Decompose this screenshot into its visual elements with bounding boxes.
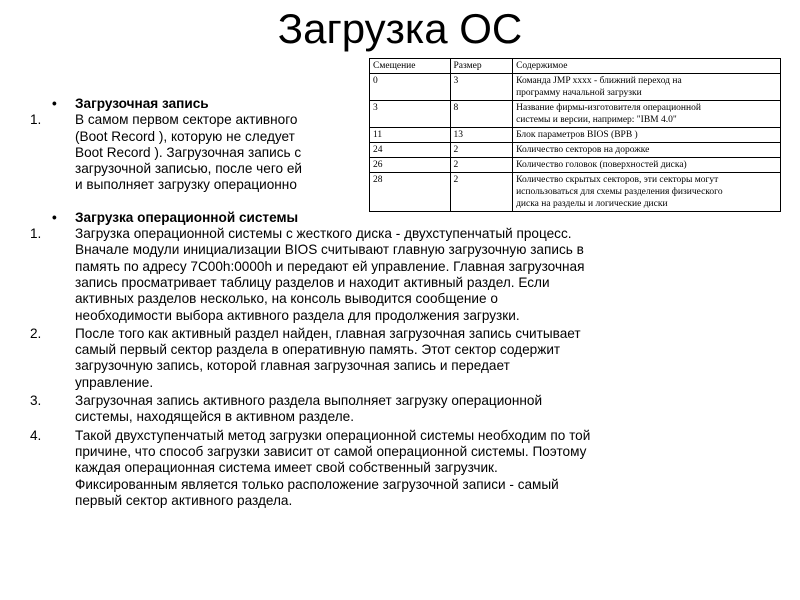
slide-title: Загрузка ОС <box>277 5 523 52</box>
line: Вначале модули инициализации BIOS считывают главную загрузочную запись в <box>75 242 584 258</box>
line: первый сектор активного раздела. <box>75 492 293 508</box>
table-row <box>370 158 781 173</box>
table-cell-size: 2 <box>450 143 513 158</box>
section-heading-text: Загрузка операционной системы <box>75 209 299 225</box>
bullet-icon: • <box>52 209 57 225</box>
line: запись просматривает таблицу разделов и находит активный раздел. Если <box>75 274 550 290</box>
cell-line: Количество скрытых секторов, эти секторы могут <box>516 175 719 185</box>
line: После того как активный раздел найден, главная загрузочная запись считывает <box>75 325 581 341</box>
table-cell-offset: 11 <box>370 128 451 143</box>
line: системы, находящейся в активном разделе. <box>75 409 354 425</box>
line: и выполняет загрузку операционно <box>75 177 297 193</box>
table-cell-offset: 28 <box>370 173 451 212</box>
line: (Boot Record ), которую не следует <box>75 128 295 144</box>
cell-line: программу начальной загрузки <box>516 88 642 98</box>
table-cell-size: 3 <box>450 74 513 101</box>
table-cell-content <box>513 173 781 212</box>
table-row <box>370 173 781 212</box>
table-cell-content <box>513 128 781 143</box>
cell-line: Команда JMP xxxx - ближний переход на <box>516 76 682 86</box>
cell-line: Количество секторов на дорожке <box>516 145 650 155</box>
list-number: 3. <box>30 393 42 409</box>
line: Загрузка операционной системы с жесткого диска - двухступенчатый процесс. <box>75 226 572 242</box>
table-row <box>370 101 781 128</box>
line: самый первый сектор раздела в оперативную память. Этот сектор содержит <box>75 342 561 358</box>
line: Загрузочная запись активного раздела выполняет загрузку операционной <box>75 393 543 409</box>
line: память по адресу 7C00h:0000h и передают ей управление. Главная загрузочная <box>75 258 585 274</box>
table-cell-size: 2 <box>450 158 513 173</box>
table-cell-content <box>513 101 781 128</box>
table-cell-content <box>513 74 781 101</box>
table-cell-size: 2 <box>450 173 513 212</box>
cell-line: диска на разделы и логические диски <box>516 199 668 209</box>
table-cell-content <box>513 158 781 173</box>
cell-line: Количество головок (поверхностей диска) <box>516 160 687 170</box>
line: каждая операционная система имеет свой собственный загрузчик. <box>75 460 498 476</box>
table-cell-offset: 0 <box>370 74 451 101</box>
table-header-row <box>370 59 781 74</box>
table-header-cell: Размер <box>450 59 513 74</box>
line: Boot Record ). Загрузочная запись с <box>75 144 302 160</box>
line: Такой двухступенчатый метод загрузки операционной системы необходим по той <box>75 427 591 443</box>
list-number: 4. <box>30 427 42 443</box>
line: активных разделов несколько, на консоль выводится сообщение о <box>75 291 498 307</box>
table-cell-offset: 24 <box>370 143 451 158</box>
line: Фиксированным является только расположение загрузочной записи - самый <box>75 476 559 492</box>
table-cell-offset: 26 <box>370 158 451 173</box>
list-item <box>30 428 780 509</box>
table-cell-size: 13 <box>450 128 513 143</box>
list-number: 1. <box>30 112 42 128</box>
table-header-cell: Содержимое <box>513 59 781 74</box>
section-heading-text: Загрузочная запись <box>75 96 209 111</box>
table-row <box>370 128 781 143</box>
line: загрузочную запись, которой главная загрузочная запись и передает <box>75 358 510 374</box>
list-number: 2. <box>30 325 42 341</box>
list-item <box>30 393 780 426</box>
section-heading-os-loading <box>30 210 780 226</box>
line: необходимости выбора активного раздела для продолжения загрузки. <box>75 307 520 323</box>
cell-line: Блок параметров BIOS (BPB ) <box>516 130 638 140</box>
cell-line: использоваться для схемы разделения физического <box>516 187 723 197</box>
table-row <box>370 143 781 158</box>
line: В самом первом секторе активного <box>75 112 298 128</box>
list-number: 1. <box>30 226 42 242</box>
cell-line: Название фирмы-изготовителя операционной <box>516 103 701 113</box>
line: причине, что способ загрузки зависит от самой операционной системы. Поэтому <box>75 443 587 459</box>
line: управление. <box>75 374 154 390</box>
table-cell-size: 8 <box>450 101 513 128</box>
line: загрузочной записью, после чего ей <box>75 161 302 177</box>
boot-record-table <box>369 58 781 212</box>
table-cell-offset: 3 <box>370 101 451 128</box>
table-cell-content <box>513 143 781 158</box>
table-row <box>370 74 781 101</box>
list-item <box>30 226 780 324</box>
list-item <box>30 326 780 391</box>
cell-line: системы и версии, например: "IBM 4.0" <box>516 115 677 125</box>
table-header-cell: Смещение <box>370 59 451 74</box>
bullet-icon: • <box>52 96 57 111</box>
